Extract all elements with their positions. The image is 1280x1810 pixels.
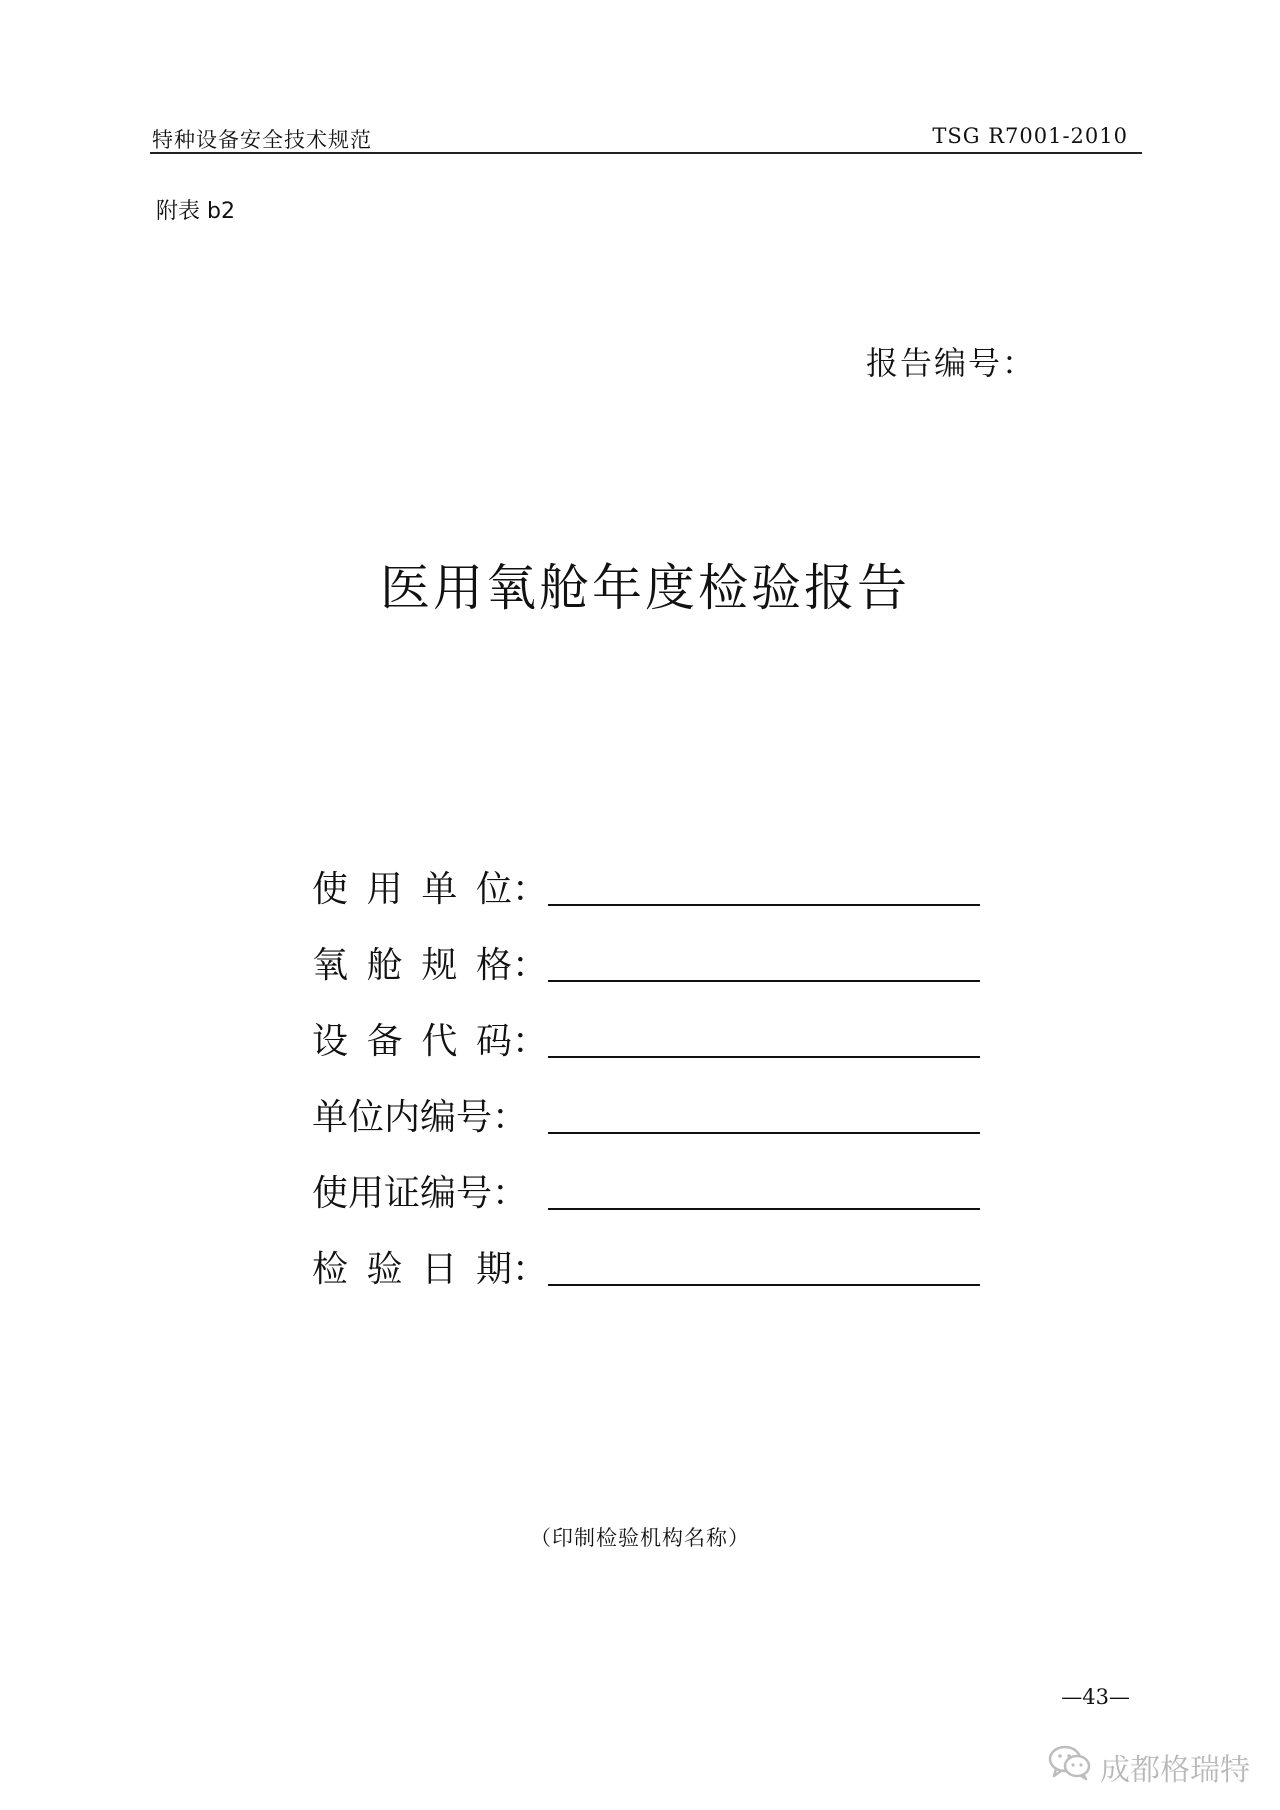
field-blank-user-unit[interactable] bbox=[548, 864, 980, 906]
label-char: 规 bbox=[421, 945, 458, 986]
watermark bbox=[1048, 1745, 1250, 1789]
field-label-certificate-number bbox=[312, 1165, 548, 1216]
label-char: 设 bbox=[312, 1021, 349, 1062]
label-text: 单位内编号： bbox=[312, 1097, 529, 1138]
label-char: 日 bbox=[421, 1249, 458, 1290]
header-left-text: 特种设备安全技术规范 bbox=[152, 128, 372, 152]
label-char: 氧 bbox=[312, 945, 349, 986]
wechat-icon bbox=[1048, 1745, 1092, 1789]
header-right-text: TSG R7001-2010 bbox=[932, 124, 1128, 148]
report-number-label: 报告编号： bbox=[866, 344, 1037, 382]
header-divider bbox=[150, 152, 1142, 154]
appendix-label: 附表 b2 bbox=[156, 199, 235, 224]
label-char: 用 bbox=[366, 869, 403, 910]
label-char: 代 bbox=[421, 1021, 458, 1062]
field-label-user-unit bbox=[312, 861, 548, 912]
label-text: 使用证编号： bbox=[312, 1173, 529, 1214]
field-blank-certificate-number[interactable] bbox=[548, 1168, 980, 1210]
document-title: 医用氧舱年度检验报告 bbox=[380, 559, 910, 617]
label-char: 位： bbox=[475, 869, 548, 910]
field-blank-inspection-date[interactable] bbox=[548, 1244, 980, 1286]
label-char: 单 bbox=[421, 869, 458, 910]
page-number: —43— bbox=[1061, 1685, 1130, 1709]
label-char: 期： bbox=[475, 1249, 548, 1290]
field-row-equipment-code bbox=[312, 988, 980, 1064]
field-row-internal-number bbox=[312, 1064, 980, 1140]
field-row-chamber-spec bbox=[312, 912, 980, 988]
field-row-user-unit bbox=[312, 836, 980, 912]
field-label-internal-number bbox=[312, 1089, 548, 1140]
printing-org-note: （印制检验机构名称） bbox=[530, 1526, 750, 1550]
label-char: 使 bbox=[312, 869, 349, 910]
field-row-inspection-date bbox=[312, 1216, 980, 1292]
field-label-chamber-spec bbox=[312, 937, 548, 988]
form-fields bbox=[312, 836, 980, 1292]
label-char: 格： bbox=[475, 945, 548, 986]
label-char: 码： bbox=[475, 1021, 548, 1062]
label-char: 舱 bbox=[366, 945, 403, 986]
label-char: 检 bbox=[312, 1249, 349, 1290]
watermark-text: 成都格瑞特 bbox=[1100, 1753, 1250, 1788]
label-char: 备 bbox=[366, 1021, 403, 1062]
field-blank-internal-number[interactable] bbox=[548, 1092, 980, 1134]
field-label-inspection-date bbox=[312, 1241, 548, 1292]
field-label-equipment-code bbox=[312, 1013, 548, 1064]
field-row-certificate-number bbox=[312, 1140, 980, 1216]
field-blank-equipment-code[interactable] bbox=[548, 1016, 980, 1058]
label-char: 验 bbox=[366, 1249, 403, 1290]
field-blank-chamber-spec[interactable] bbox=[548, 940, 980, 982]
